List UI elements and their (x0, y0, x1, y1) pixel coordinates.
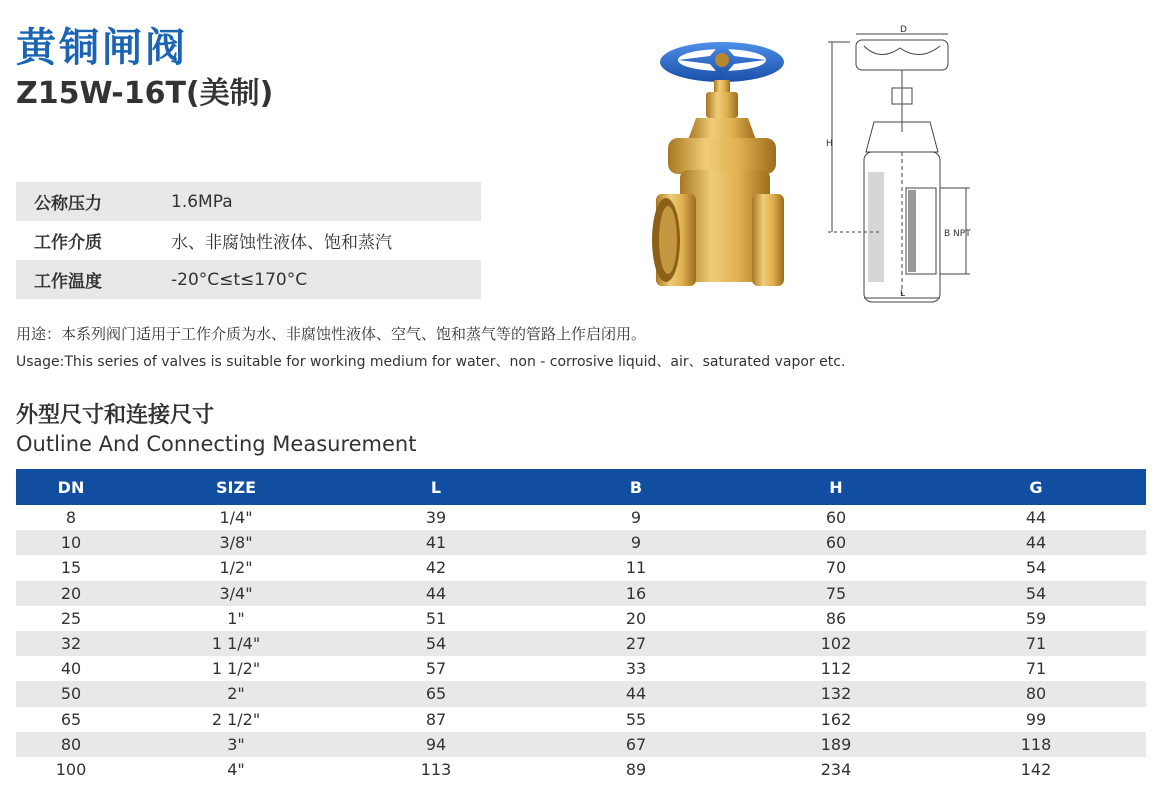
cell-dn: 65 (60, 709, 82, 729)
cell-h: 234 (820, 759, 852, 779)
drawing-label-b: B NPT (944, 229, 971, 239)
table-row (16, 707, 1146, 732)
spec-value: 水、非腐蚀性液体、饱和蒸汽 (171, 233, 392, 253)
cell-b: 89 (625, 759, 647, 779)
cell-size: 3" (126, 732, 346, 757)
spec-label: 工作介质 (34, 233, 102, 253)
cell-h: 102 (746, 631, 926, 656)
cell-dn: 25 (60, 608, 82, 628)
cell-l: 94 (346, 732, 526, 757)
cell-h: 132 (746, 681, 926, 706)
table-row (16, 757, 1146, 782)
table-row (16, 530, 1146, 555)
cell-l: 42 (425, 558, 447, 578)
col-header-l: L (346, 469, 526, 505)
col-header-b: B (526, 469, 746, 505)
cell-b: 27 (526, 631, 746, 656)
cell-b: 67 (526, 732, 746, 757)
cell-size: 2 1/2" (211, 709, 261, 729)
cell-g: 80 (926, 681, 1146, 706)
drawing-label-h: H (826, 139, 833, 149)
cell-g: 59 (1025, 608, 1047, 628)
cell-size: 1/4" (219, 508, 253, 528)
cell-h: 86 (825, 608, 847, 628)
cell-b: 9 (630, 508, 642, 528)
cell-h: 112 (820, 659, 852, 679)
spec-row-pressure (16, 182, 481, 221)
spec-row-temperature (16, 260, 481, 299)
cell-size: 1/2" (219, 558, 253, 578)
cell-g: 54 (1025, 558, 1047, 578)
cell-l: 41 (346, 530, 526, 555)
cell-h: 75 (746, 581, 926, 606)
cell-l: 113 (420, 759, 452, 779)
valve-photo (640, 34, 800, 298)
product-title: 黄铜闸阀 (16, 25, 188, 71)
spec-table (16, 182, 481, 299)
cell-l: 65 (346, 681, 526, 706)
cell-size: 2" (126, 681, 346, 706)
cell-l: 39 (425, 508, 447, 528)
usage-text-en: Usage:This series of valves is suitable for working medium for water、non - corrosive liquid、air、saturated vapor etc. (16, 354, 846, 370)
drawing-label-d: D (900, 25, 907, 35)
cell-g: 71 (1025, 659, 1047, 679)
spec-label: 公称压力 (34, 194, 102, 214)
table-row (16, 505, 1146, 530)
cell-b: 16 (526, 581, 746, 606)
col-header-g: G (926, 469, 1146, 505)
cell-l: 54 (346, 631, 526, 656)
cell-h: 60 (746, 530, 926, 555)
cell-dn: 100 (55, 759, 87, 779)
spec-row-medium (16, 221, 481, 260)
cell-dn: 20 (16, 581, 126, 606)
cell-dn: 50 (16, 681, 126, 706)
cell-g: 142 (1020, 759, 1052, 779)
cell-g: 71 (926, 631, 1146, 656)
cell-size: 1 1/2" (211, 659, 261, 679)
cell-h: 189 (746, 732, 926, 757)
cell-g: 44 (926, 530, 1146, 555)
col-header-h: H (746, 469, 926, 505)
cell-b: 9 (526, 530, 746, 555)
cell-size: 1 1/4" (126, 631, 346, 656)
cell-h: 162 (820, 709, 852, 729)
cell-h: 60 (825, 508, 847, 528)
col-header-dn: DN (16, 469, 126, 505)
cell-g: 54 (926, 581, 1146, 606)
cell-b: 20 (625, 608, 647, 628)
section-title-en: Outline And Connecting Measurement (16, 432, 417, 456)
table-row (16, 681, 1146, 706)
table-row (16, 631, 1146, 656)
table-row (16, 656, 1146, 681)
product-model: Z15W-16T(美制) (16, 76, 274, 111)
cell-l: 51 (425, 608, 447, 628)
cell-dn: 10 (16, 530, 126, 555)
table-header-row (16, 469, 1146, 505)
spec-value: 1.6MPa (171, 191, 233, 212)
cell-dn: 80 (16, 732, 126, 757)
cell-size: 4" (227, 759, 245, 779)
table-row (16, 581, 1146, 606)
cell-size: 3/8" (126, 530, 346, 555)
cell-g: 44 (1025, 508, 1047, 528)
cell-l: 87 (425, 709, 447, 729)
col-header-size: SIZE (126, 469, 346, 505)
cell-size: 1" (227, 608, 245, 628)
cell-l: 57 (425, 659, 447, 679)
table-row (16, 732, 1146, 757)
cell-dn: 8 (65, 508, 77, 528)
dimension-table (16, 469, 1146, 782)
cell-g: 99 (1025, 709, 1047, 729)
cell-g: 118 (926, 732, 1146, 757)
cell-dn: 40 (60, 659, 82, 679)
cell-b: 11 (625, 558, 647, 578)
usage-text-cn: 用途：本系列阀门适用于工作介质为水、非腐蚀性液体、空气、饱和蒸气等的管路上作启闭用。 (16, 325, 647, 343)
cell-l: 44 (346, 581, 526, 606)
cell-size: 3/4" (126, 581, 346, 606)
cell-b: 33 (625, 659, 647, 679)
spec-value: -20°C≤t≤170°C (171, 269, 308, 290)
dimension-table-body (16, 505, 1146, 782)
spec-label: 工作温度 (34, 272, 102, 292)
table-row (16, 555, 1146, 580)
dimension-drawing (820, 22, 980, 304)
cell-dn: 15 (60, 558, 82, 578)
drawing-label-l: L (900, 289, 906, 299)
cell-h: 70 (825, 558, 847, 578)
cell-dn: 32 (16, 631, 126, 656)
section-title-cn: 外型尺寸和连接尺寸 (16, 403, 215, 428)
cell-b: 55 (625, 709, 647, 729)
table-row (16, 606, 1146, 631)
cell-b: 44 (526, 681, 746, 706)
